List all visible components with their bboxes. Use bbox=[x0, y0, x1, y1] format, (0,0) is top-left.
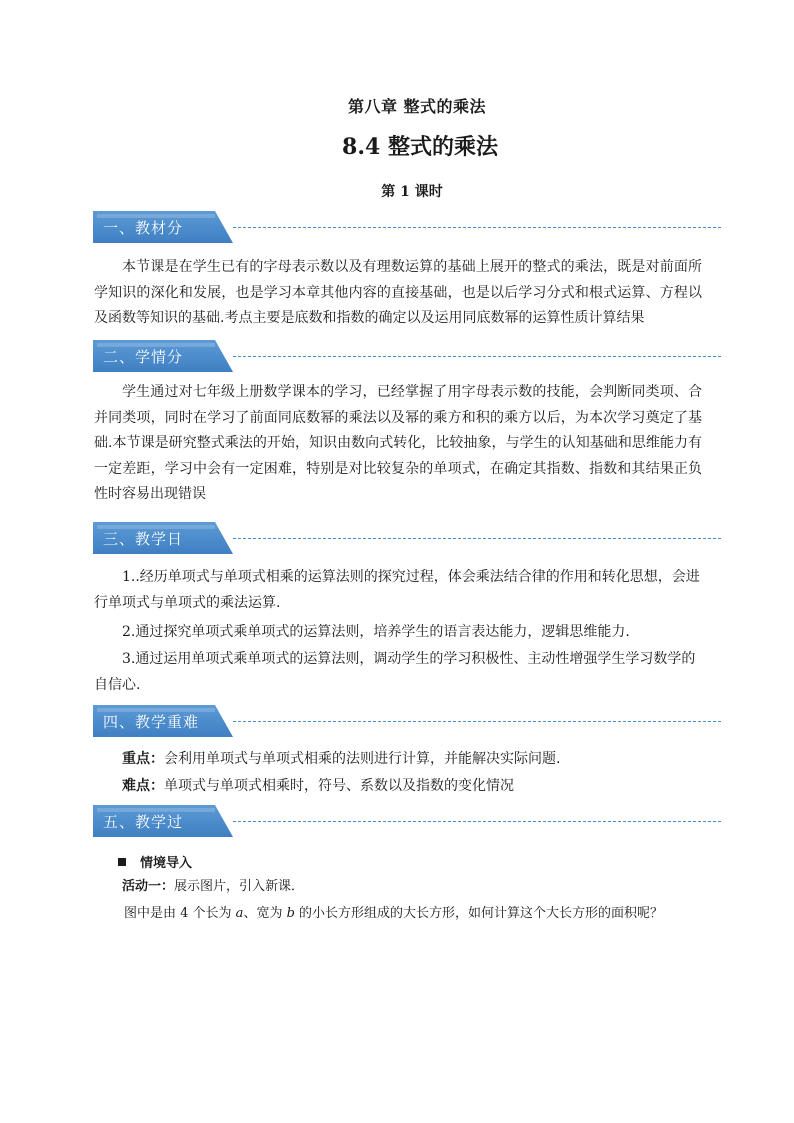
section-header-2 bbox=[93, 340, 721, 374]
difficulty-line bbox=[94, 774, 702, 800]
dashed-divider bbox=[233, 227, 721, 228]
activity-label: 活动一： bbox=[122, 879, 175, 894]
section-header-3 bbox=[93, 522, 721, 556]
key-point-text: 会利用单项式与单项式相乘的法则进行计算，并能解决实际问题. bbox=[164, 751, 561, 767]
section-label: 一、教材分 bbox=[103, 219, 184, 237]
question-line bbox=[124, 901, 724, 927]
key-point-line bbox=[94, 747, 702, 773]
activity-line bbox=[94, 874, 702, 900]
objective-item: 2.通过探究单项式乘单项式的运算法则，培养学生的语言表达能力，逻辑思维能力. bbox=[122, 624, 630, 640]
section-header-1 bbox=[93, 211, 721, 245]
section-label: 五、教学过 bbox=[103, 813, 184, 831]
page-title: 8.4 整式的乘法 bbox=[342, 134, 498, 160]
dashed-divider bbox=[233, 721, 721, 722]
section-label: 四、教学重难 bbox=[103, 713, 200, 731]
subsection-heading bbox=[118, 852, 192, 871]
black-square-icon bbox=[118, 858, 126, 866]
chapter-title: 第八章 整式的乘法 bbox=[347, 97, 487, 116]
question-text-middle: 、宽为 bbox=[243, 906, 287, 921]
objective-item: 3.通过运用单项式乘单项式的运算法则，调动学生的学习积极性、主动性增强学生学习数学的自信心. bbox=[94, 651, 696, 693]
subsection-heading-text: 情境导入 bbox=[140, 856, 193, 871]
section-label: 二、学情分 bbox=[103, 348, 184, 366]
variable-b: b bbox=[286, 906, 295, 921]
difficulty-text: 单项式与单项式相乘时，符号、系数以及指数的变化情况 bbox=[164, 778, 514, 794]
objective-item: 1..经历单项式与单项式相乘的运算法则的探究过程，体会乘法结合律的作用和转化思想，会进行单项式与单项式的乘法运算. bbox=[94, 569, 700, 611]
key-point-label: 重点： bbox=[122, 751, 164, 767]
section-header-5 bbox=[93, 805, 721, 839]
section-label: 三、教学日 bbox=[103, 530, 184, 548]
paragraph-student-analysis: 学生通过对七年级上册数学课本的学习，已经掌握了用字母表示数的技能，会判断同类项、合并同类项，同时在学习了前面同底数幂的乘法以及幂的乘方和积的乘方以后，为本次学习奠定了基础.本节课是研究整式乘法的开始，知识由数向式转化，比较抽象，与学生的认知基础和思维能力有一定差距，学习中会有一定困难，特别是对比较复杂的单项式，在确定其指数、指数和其结果正负性时容易出现错误 bbox=[94, 384, 702, 503]
variable-a: a bbox=[235, 906, 244, 921]
section-header-4 bbox=[93, 705, 721, 739]
question-text-end: 的小长方形组成的大长方形，如何计算这个大长方形的面积呢？ bbox=[294, 906, 664, 921]
dashed-divider bbox=[233, 356, 721, 357]
activity-text: 展示图片，引入新课． bbox=[174, 879, 305, 894]
dashed-divider bbox=[233, 538, 721, 539]
dashed-divider bbox=[233, 821, 721, 822]
difficulty-label: 难点： bbox=[122, 778, 164, 794]
paragraph-textbook-analysis: 本节课是在学生已有的字母表示数以及有理数运算的基础上展开的整式的乘法，既是对前面所学知识的深化和发展，也是学习本章其他内容的直接基础，也是以后学习分式和根式运算、方程以及函数等知识的基础.考点主要是底数和指数的确定以及运用同底数幂的运算性质计算结果 bbox=[94, 259, 702, 327]
question-text-start: 图中是由 4 个长为 bbox=[124, 906, 236, 921]
lesson-subtitle: 第 1 课时 bbox=[381, 184, 443, 200]
